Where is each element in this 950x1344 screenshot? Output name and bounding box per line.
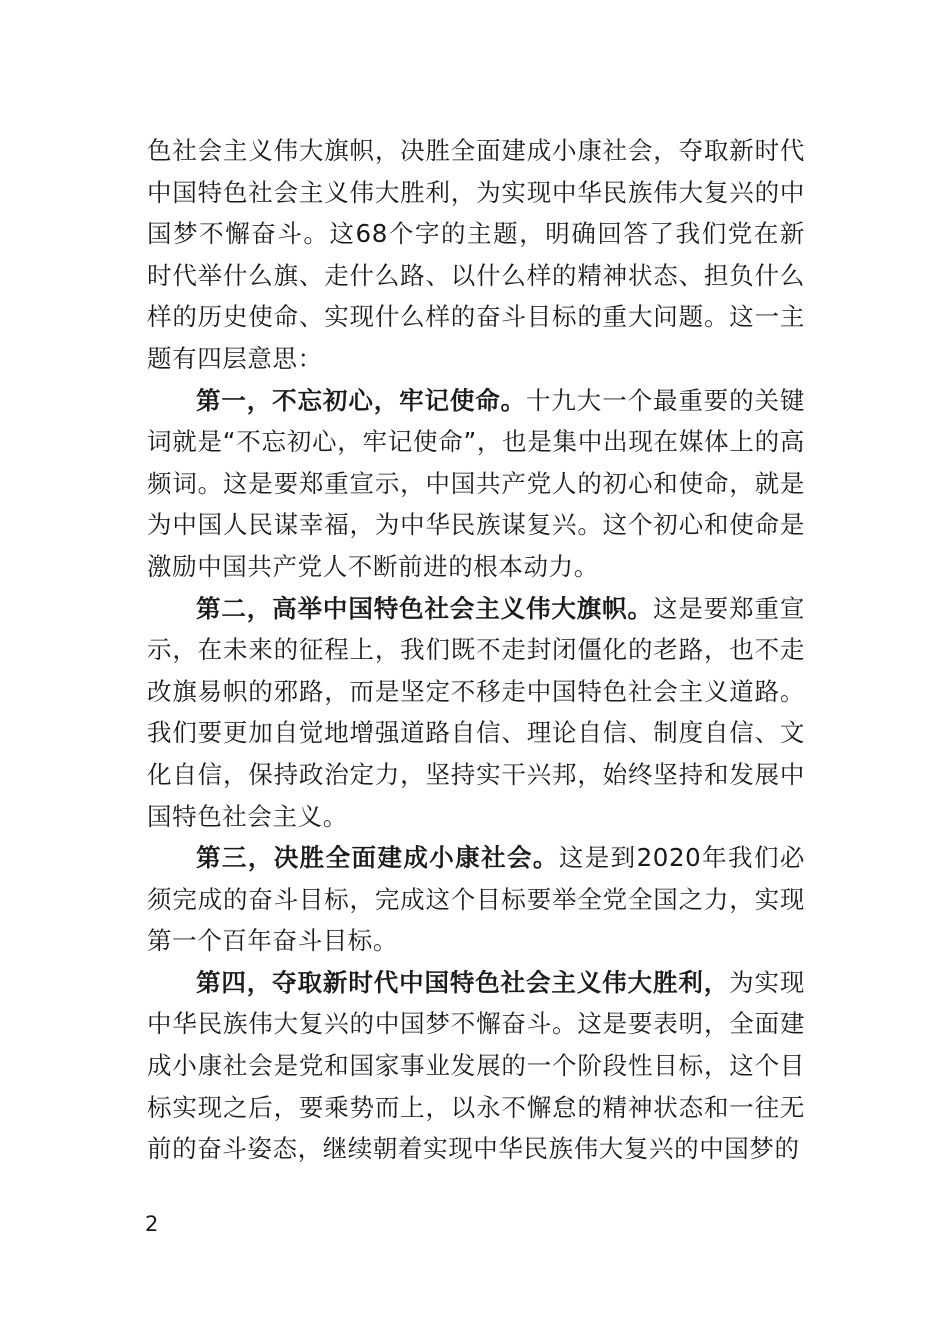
paragraph-first-point	[147, 380, 805, 588]
paragraph-fourth-point	[147, 962, 805, 1170]
paragraph-lead: 第四，夺取新时代中国特色社会主义伟大胜利，	[196, 967, 730, 997]
paragraph-lead: 第一，不忘初心，牢记使命。	[196, 385, 527, 415]
paragraph-second-point	[147, 588, 805, 838]
paragraph-text: 这是到2020年我们必须完成的奋斗目标，完成这个目标要举全党全国之力，实现第一个百年奋斗目标。	[147, 843, 805, 956]
paragraph-lead: 第三，决胜全面建成小康社会。	[196, 843, 559, 873]
page-number: 2	[145, 1212, 159, 1236]
paragraph-text: 十九大一个最重要的关键词就是“不忘初心，牢记使命”，也是集中出现在媒体上的高频词。这是要郑重宣示，中国共产党人的初心和使命，就是为中国人民谋幸福，为中华民族谋复兴。这个初心和使命是激励中国共产党人不断前进的根本动力。	[147, 385, 805, 581]
paragraph-theme-continuation	[147, 130, 805, 380]
paragraph-third-point	[147, 837, 805, 962]
paragraph-text: 为实现中华民族伟大复兴的中国梦不懈奋斗。这是要表明，全面建成小康社会是党和国家事业发展的一个阶段性目标，这个目标实现之后，要乘势而上，以永不懈怠的精神状态和一往无前的奋斗姿态，继续朝着实现中华民族伟大复兴的中国梦的	[147, 967, 805, 1164]
paragraph-lead: 第二，高举中国特色社会主义伟大旗帜。	[196, 593, 653, 623]
document-body	[147, 130, 805, 1170]
paragraph-text: 这是要郑重宣示，在未来的征程上，我们既不走封闭僵化的老路，也不走改旗易帜的邪路，而是坚定不移走中国特色社会主义道路。我们要更加自觉地增强道路自信、理论自信、制度自信、文化自信，保持政治定力，坚持实干兴邦，始终坚持和发展中国特色社会主义。	[147, 593, 805, 831]
paragraph-text: 色社会主义伟大旗帜，决胜全面建成小康社会，夺取新时代中国特色社会主义伟大胜利，为实现中华民族伟大复兴的中国梦不懈奋斗。这68个字的主题，明确回答了我们党在新时代举什么旗、走什么路、以什么样的精神状态、担负什么样的历史使命、实现什么样的奋斗目标的重大问题。这一主题有四层意思：	[147, 136, 805, 373]
